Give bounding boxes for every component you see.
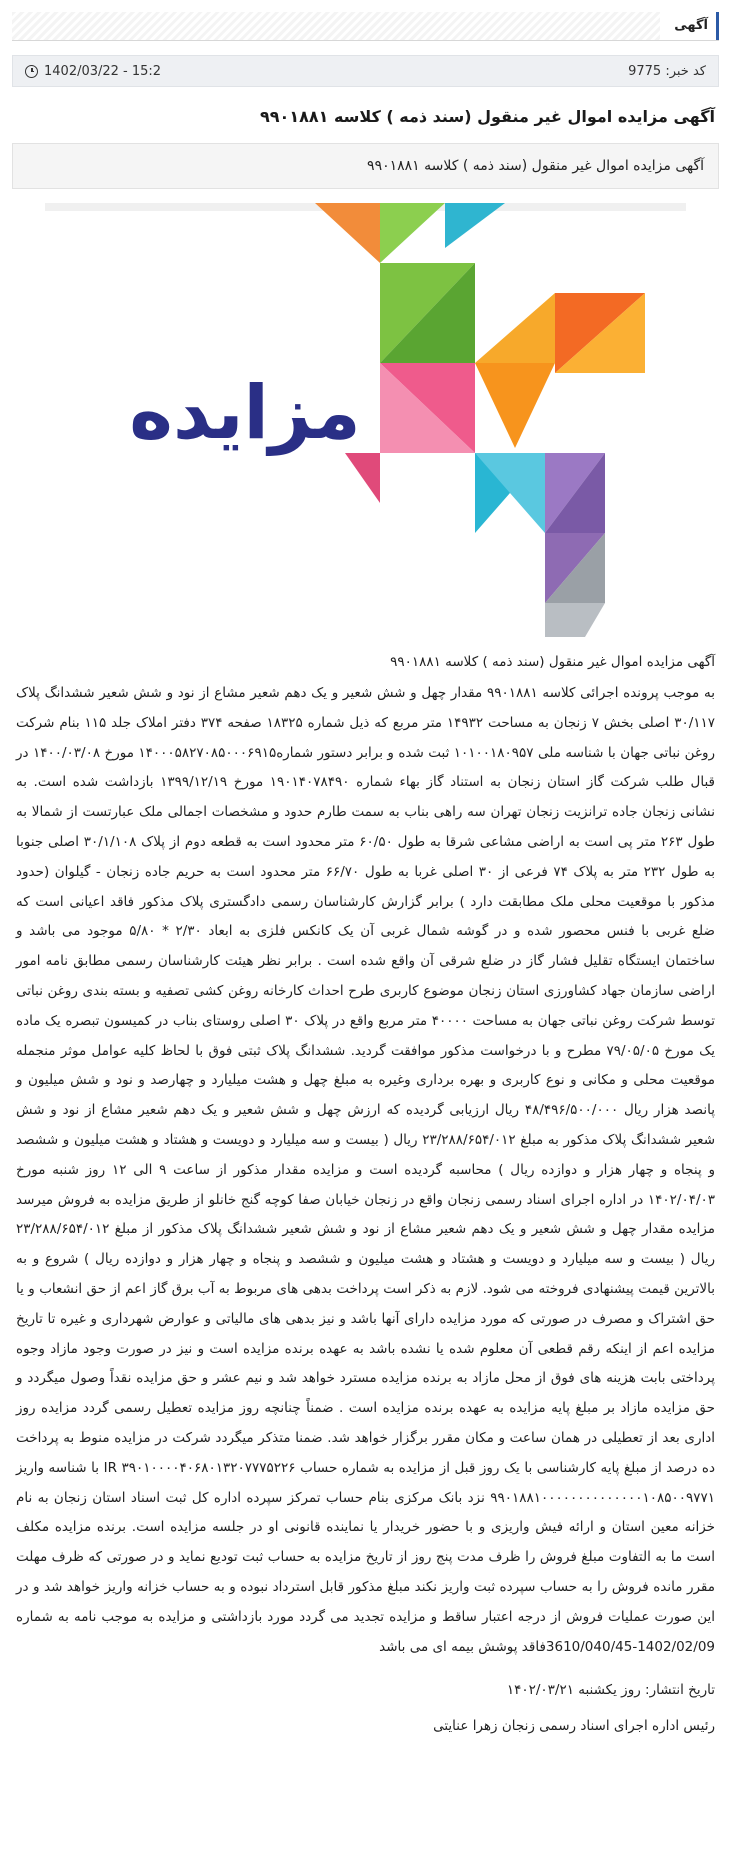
publish-date-line: تاریخ انتشار: روز یکشنبه ۱۴۰۲/۰۳/۲۱ [506, 1682, 715, 1699]
news-meta-bar [12, 55, 719, 87]
banner-word: مزایده [129, 370, 361, 456]
lead-box: آگهی مزایده اموال غیر منقول (سند ذمه ) کلاسه ۹۹۰۱۸۸۱ [12, 143, 719, 189]
news-code [628, 64, 706, 79]
article-subtitle: آگهی مزایده اموال غیر منقول (سند ذمه ) کلاسه ۹۹۰۱۸۸۱ [390, 654, 715, 670]
section-header [12, 12, 719, 41]
datetime-text: 1402/03/22 - 15:2 [44, 63, 162, 79]
auction-banner-image [45, 203, 686, 637]
news-code-label: کد خبر: [665, 63, 706, 79]
section-label: آگهی [660, 12, 719, 40]
news-code-value: 9775 [628, 63, 662, 79]
clock-icon [25, 65, 38, 78]
page-title: آگهی مزایده اموال غیر منقول (سند ذمه ) کلاسه ۹۹۰۱۸۸۱ [260, 107, 715, 126]
article-paragraph: به موجب پرونده اجرائی کلاسه ۹۹۰۱۸۸۱ مقدار چهل و شش شعیر و یک دهم شعیر مشاع از نود و شش شعیر ششدانگ پلاک ۳۰/۱۱۷ اصلی بخش ۷ زنجان به مساحت ۱۴۹۳۲ متر مربع که ذیل شماره ۱۸۳۲۵ صفحه ۳۷۴ دفتر املاک جلد ۱۱۵ بنام شرکت روغن نباتی جهان با شناسه ملی ۱۰۱۰۰۱۸۰۹۵۷ ثبت شده و برابر دستور شماره۱۴۰۰۰۵۸۲۷۰۸۵۰۰۰۶۹۱۵ مورخ ۱۴۰۰/۰۳/۰۸ در قبال طلب شرکت گاز استان زنجان به استناد گاز بهاء شماره ۱۹۰۱۴۰۷۸۴۹۰ مورخ ۱۳۹۹/۱۲/۱۹ بازداشت شده است. به نشانی زنجان جاده ترانزیت زنجان تهران سه راهی بناب به سمت طارم حدود و مشخصات اجمالی ملک عبارتست از شمالا به طول ۲۶۳ متر پی است به اراضی مشاعی شرقا به طول ۶۰/۵۰ متر محدود است به قطعه دوم از پلاک ۳۰/۱/۱۰۸ اصلی جنوبا به طول ۲۳۲ متر به پلاک ۷۴ فرعی از ۳۰ اصلی غربا به طول ۶۶/۷۰ متر محدود است به حریم جاده زنجان - گیلوان (حدود مذکور با موقعیت محلی ملک مطابقت دارد ) برابر گزارش کارشناسان رسمی دادگستری پلاک مذکور فاقد اعیانی است که ضلع غربی با فنس محصور شده و در گوشه شمال غربی آن یک کانکس فلزی به ابعاد ۲/۳۰ * ۵/۸۰ موجود می باشد و ساختمان ایستگاه تقلیل فشار گاز در ضلع شرقی آن واقع شده است . برابر نظر هیئت کارشناسان رسمی مطابق نامه امور اراضی سازمان جهاد کشاورزی استان زنجان موضوع کاربری طرح احداث کارخانه روغن کشی تصفیه و بسته بندی روغن نباتی توسط شرکت روغن نباتی جهان به مساحت ۴۰۰۰۰ متر مربع واقع در پلاک ۳۰ اصلی روستای بناب در کمیسون تبصره یک ماده یک مورخ ۷۹/۰۵/۰۵ مطرح و با درخواست مذکور موافقت گردید. ششدانگ پلاک ثبتی فوق با لحاظ کلیه عوامل موثر منجمله موقعیت محلی و مکانی و نوع کاربری و بهره برداری وغیره به مبلغ چهل و هشت میلیارد و چهارصد و نود و شش میلیون و پانصد هزار ریال ۴۸/۴۹۶/۵۰۰/۰۰۰ ریال ارزیابی گردیده که ارزش چهل و شش شعیر و یک دهم شعیر مشاع از نود و شش شعیر ششدانگ پلاک مذکور به مبلغ ۲۳/۲۸۸/۶۵۴/۰۱۲ ریال ( بیست و سه میلیارد و دویست و هشتاد و هشت میلیون و ششصد و پنجاه و چهار هزار و دوازده ریال ) محاسبه گردیده است و مزایده مقدار مذکور از ساعت ۹ الی ۱۲ روز شنبه مورخ ۱۴۰۲/۰۴/۰۳ در اداره اجرای اسناد رسمی زنجان واقع در زنجان خیابان صفا کوچه گنج خانلو از طریق مزایده به فروش میرسد مزایده مقدار چهل و شش شعیر و یک دهم شعیر مشاع از نود و شش شعیر ششدانگ پلاک مذکور از مبلغ ۲۳/۲۸۸/۶۵۴/۰۱۲ ریال ( بیست و سه میلیارد و دویست و هشتاد و هشت میلیون و ششصد و پنجاه و چهار هزار و دوازده ریال ) شروع و به بالاترین قیمت پیشنهادی فروخته می شود. لازم به ذکر است پرداخت بدهی های مربوط به آب برق گاز اعم از حق انشعاب و یا حق اشتراک و مصرف در صورتی که مورد مزایده دارای آنها باشد و نیز بدهی های مالیاتی و عوارض شهرداری و غیره تا تاریخ مزایده اعم از اینکه رقم قطعی آن معلوم شده یا نشده باشد به عهده برنده مزایده است و نیز در صورت وجود مازاد وجوه پرداختی بابت هزینه های فوق از محل مازاد به برنده مزایده مسترد خواهد شد و نیم عشر و حق مزایده نقداً وصول میگردد و حق مزایده مازاد بر مبلغ پایه مزایده به عهده برنده مزایده است . ضمناً چنانچه روز مزایده تعطیل رسمی گردد مزایده روز اداری بعد از تعطیلی در همان ساعت و مکان مقرر برگزار خواهد شد. ضمنا متذکر میگردد شرکت در مزایده منوط به پرداخت ده درصد از مبلغ پایه کارشناسی با یک روز قبل از مزایده به شماره حساب IR ۳۹۰۱۰۰۰۰۴۰۶۸۰۱۳۲۰۷۷۷۵۲۲۶ با شناسه واریز ۹۹۰۱۸۸۱۰۰۰۰۰۰۰۰۰۰۰۰۰۰۱۰۸۵۰۰۹۷۷۱ نزد بانک مرکزی بنام حساب تمرکز سپرده اداره کل ثبت اسناد استان زنجان به نام خزانه معین استان و ارائه فیش واریزی و با حضور خریدار یا نماینده قانونی او در جلسه مزایده است. برنده مزایده مکلف است ما به التفاوت مبلغ فروش را ظرف مدت پنج روز از تاریخ مزایده به حساب ثبت تودیع نماید و در صورتی که ظرف مهلت مقرر مانده فروش را به حساب سپرده ثبت واریز نکند مبلغ مذکور قابل استرداد نبوده و به حساب خزانه واریز خواهد شد و در این صورت عملیات فروش از درجه اعتبار ساقط و مزایده تجدید می گردد مورد بازداشتی و مزایده به موجب نامه به شماره 1402/02/09-3610/040/45فاقد پوشش بیمه ای می باشد [16, 685, 716, 1655]
publish-datetime [25, 64, 161, 79]
page [0, 12, 731, 1863]
article-body [16, 647, 715, 1740]
signature-line: رئیس اداره اجرای اسناد رسمی زنجان زهرا عنایتی [433, 1718, 715, 1735]
